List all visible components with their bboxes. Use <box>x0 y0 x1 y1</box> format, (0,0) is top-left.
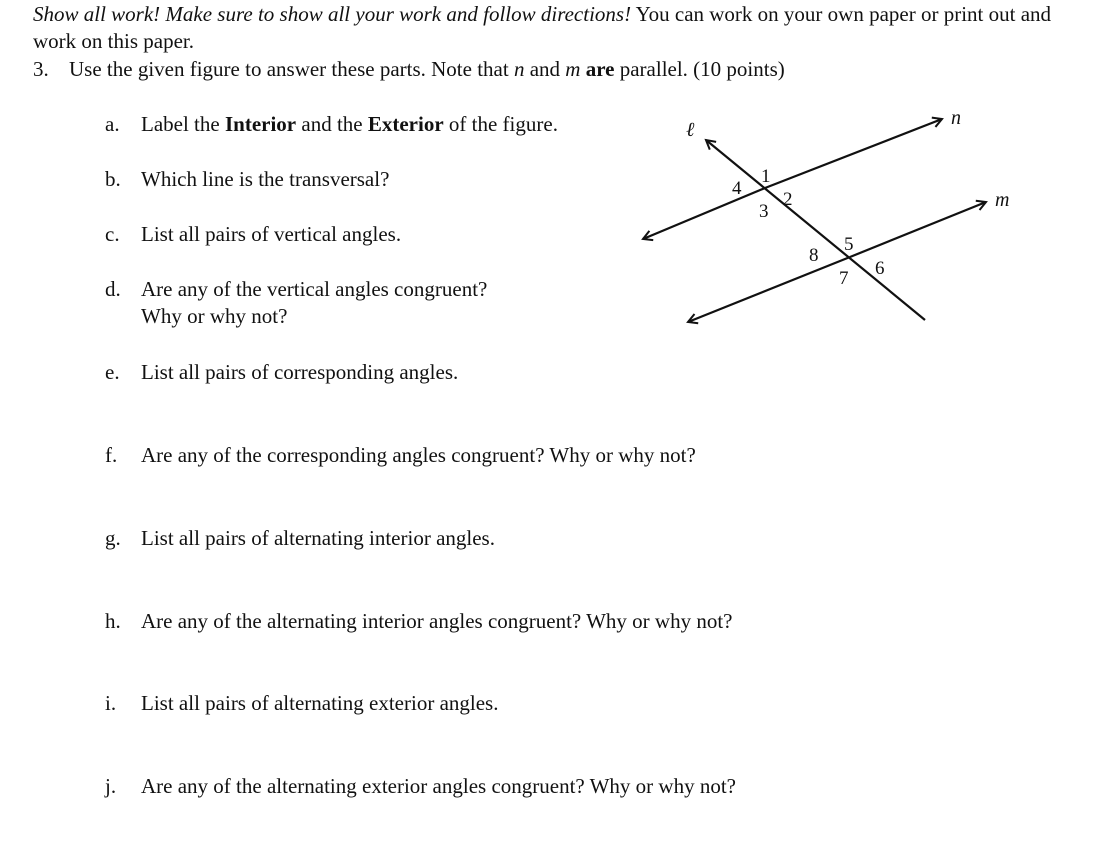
question-and: and <box>524 57 566 81</box>
question-var-m: m <box>565 57 581 81</box>
part-a-post: of the figure. <box>443 112 558 136</box>
part-a-interior: Interior <box>224 112 297 136</box>
part-b-letter: b. <box>105 167 121 191</box>
part-i <box>105 690 498 717</box>
part-j-text: Are any of the alternating exterior angles congruent? Why or why not? <box>141 774 736 798</box>
part-g <box>105 525 495 552</box>
part-h-text: Are any of the alternating interior angles congruent? Why or why not? <box>141 609 733 633</box>
instructions-rest: You can work on your own paper or print out and work on this paper. <box>33 2 1052 53</box>
angle-label-7: 7 <box>839 268 849 289</box>
angle-label-1: 1 <box>761 166 771 187</box>
part-j <box>105 773 736 800</box>
instructions-italic: Show all work! Make sure to show all your work and follow directions! <box>33 2 632 26</box>
part-j-letter: j. <box>105 774 117 798</box>
part-d-letter: d. <box>105 277 121 301</box>
parallel-line-n-backward <box>643 188 765 239</box>
angle-label-3: 3 <box>759 201 769 222</box>
question-are: are <box>580 57 615 81</box>
part-h-letter: h. <box>105 609 121 633</box>
part-a-letter: a. <box>105 112 120 136</box>
part-a-pre: Label the <box>141 112 225 136</box>
part-a-mid: and the <box>296 112 368 136</box>
part-b-text: Which line is the transversal? <box>141 167 390 191</box>
question-text-after: parallel. (10 points) <box>614 57 785 81</box>
question-text-before: Use the given figure to answer these parts. Note that <box>69 57 514 81</box>
label-line-l: ℓ <box>686 119 695 141</box>
part-c-letter: c. <box>105 222 120 246</box>
part-i-letter: i. <box>105 691 117 715</box>
part-b <box>105 166 389 193</box>
question-var-n: n <box>513 57 525 81</box>
part-e <box>105 359 458 386</box>
part-c <box>105 221 401 248</box>
instructions <box>33 1 1073 55</box>
parallel-line-m-forward <box>850 202 986 257</box>
question-number: 3. <box>33 57 49 81</box>
part-d-text2: Why or why not? <box>141 304 288 328</box>
angle-label-2: 2 <box>783 189 793 210</box>
part-a-exterior: Exterior <box>367 112 444 136</box>
part-g-letter: g. <box>105 526 121 550</box>
parallel-line-m-backward <box>688 257 850 322</box>
part-f-letter: f. <box>105 443 118 467</box>
part-c-text: List all pairs of vertical angles. <box>141 222 402 246</box>
part-d-text: Are any of the vertical angles congruent? <box>141 277 488 301</box>
part-f-text: Are any of the corresponding angles congruent? Why or why not? <box>141 443 696 467</box>
part-h <box>105 608 733 635</box>
part-a <box>105 111 558 138</box>
part-i-text: List all pairs of alternating exterior angles. <box>141 691 499 715</box>
parallel-lines-figure <box>620 100 1040 340</box>
label-line-m: m <box>995 189 1010 211</box>
part-f <box>105 442 696 469</box>
parallel-line-n-forward <box>765 119 942 188</box>
question-3 <box>33 56 785 83</box>
angle-label-6: 6 <box>875 258 885 279</box>
angle-label-8: 8 <box>809 245 819 266</box>
part-e-text: List all pairs of corresponding angles. <box>141 360 459 384</box>
angle-label-4: 4 <box>732 178 742 199</box>
part-d <box>105 276 487 330</box>
part-e-letter: e. <box>105 360 120 384</box>
transversal-line-l <box>706 140 925 320</box>
part-g-text: List all pairs of alternating interior angles. <box>141 526 495 550</box>
angle-label-5: 5 <box>844 234 854 255</box>
label-line-n: n <box>951 107 961 129</box>
